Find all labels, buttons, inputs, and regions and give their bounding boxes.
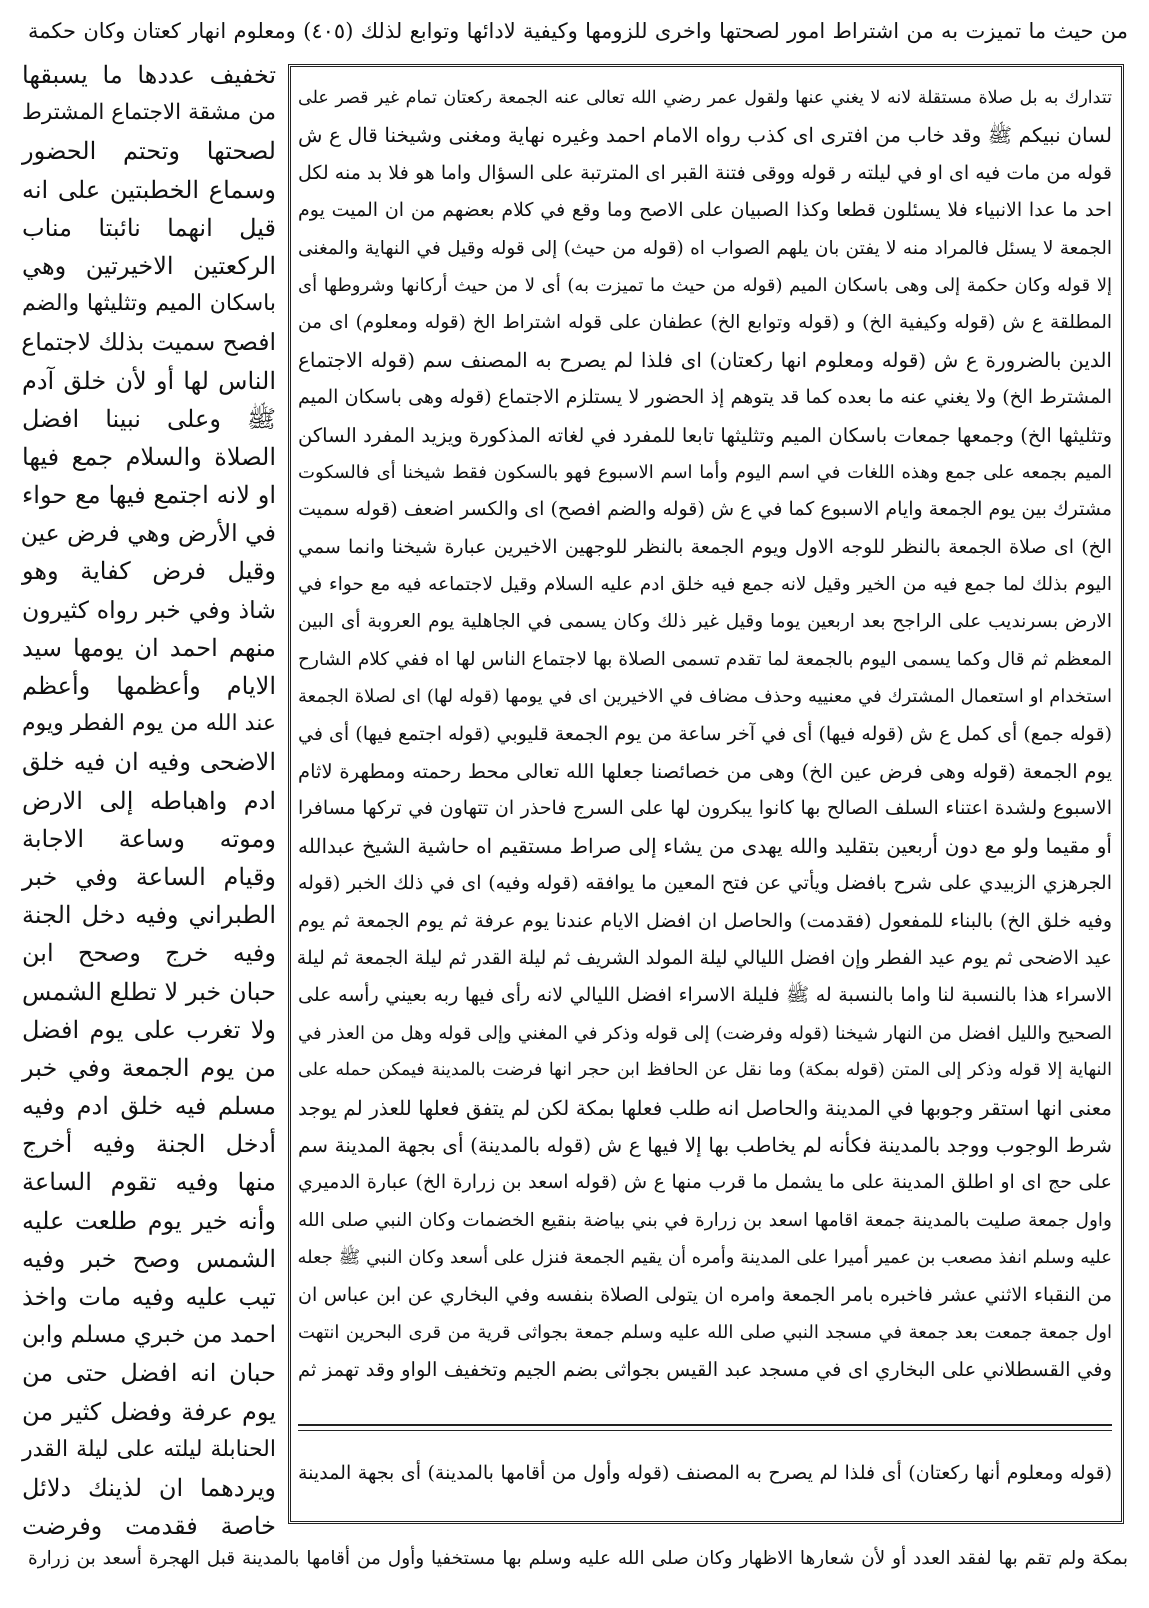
- side-text-line: وفيه خرج وصحح ابن: [22, 939, 276, 968]
- main-text-line: وتثليثها الخ) وجمعها جمعات باسكان الميم وتثليثها تابعا للمفرد في لغاته المذكورة ويزيد المفرد الساكن: [298, 423, 1112, 447]
- main-text-line: الخ) اى صلاة الجمعة بالنظر للوجه الاول ويوم الجمعة بالنظر للوجهين الاخيرين عبارة شيخنا وانما سمي: [298, 535, 1112, 558]
- main-text-line: وفيه خلق الخ) بالبناء للمفعول (فقدمت) والحاصل ان افضل الايام عندنا يوم عرفة ثم يوم الجمعة ثم يوم: [298, 909, 1112, 932]
- main-text-line: الدين بالضرورة ع ش (قوله ومعلوم انها ركعتان) اى فلذا لم يصرح به المصنف سم (قوله الاجتماع: [298, 347, 1112, 372]
- side-text-line: ادم واهباطه إلى الارض: [22, 786, 276, 815]
- main-text-line: اول جمعة جمعت بعد جمعة في مسجد النبي صلى الله عليه وسلم جمعة بجواثى قرية من قرى البحرين انتهت: [298, 1321, 1112, 1343]
- footnote-divider-thin: [298, 1430, 1112, 1431]
- side-text-line: لصحتها وتحتم الحضور: [22, 137, 276, 166]
- side-text-line: وأنه خير يوم طلعت عليه: [22, 1206, 276, 1235]
- side-text-line: خاصة فقدمت وفرضت: [22, 1512, 276, 1541]
- main-text-line: عيد الاضحى ثم يوم عيد الفطر وإن افضل الليالي ليلة المولد الشريف ثم ليلة القدر ثم ليلة الجمعة ثم ليلة: [296, 946, 1112, 969]
- main-text-line: اليوم بذلك لما جمع فيه من الخير وقيل لانه جمع فيه خلق ادم عليه السلام وقيل لاجتماعه فيه مع حواء في: [298, 574, 1112, 596]
- side-text-line: افصح سميت بذلك لاجتماع: [21, 328, 276, 357]
- main-text-line: الميم بجمعه على جمع وهذه اللغات في اسم اليوم وأما اسم الاسبوع فهو بالسكون فقط شيخنا أى فالسكوت: [298, 461, 1112, 483]
- main-text-line: من النقباء الاثني عشر فاخبره بامر الجمعة وامره ان يتولى الصلاة بنفسه وفي البخاري عن ابن عباس ان: [298, 1283, 1112, 1306]
- main-text-line: المشترط الخ) ولا يغني عنه ما بعده كما قد يتوهم إذ الحضور لا يستلزم الاجتماع (قوله وهى باسكان الميم: [298, 386, 1112, 409]
- main-text-line: احد ما عدا الانبياء فلا يسئلون قطعا وكذا الصبيان على الاصح وما وقع في كلام بعضهم من ان الميت يوم: [298, 199, 1112, 222]
- side-commentary: [20, 56, 276, 1541]
- side-text-line: تيب عليه وفيه مات واخذ: [22, 1283, 276, 1311]
- main-text-line: الصحيح والليل افضل من النهار شيخنا (قوله وفرضت) إلى قوله وذكر في المغني وإلى قوله وهل من العذر في: [298, 1022, 1112, 1044]
- side-text-line: ﷺ وعلى نبينا افضل: [22, 404, 276, 433]
- main-text-line: الارض بسرنديب على الراجح بعد اربعين يوما وقيل غير ذلك وكان يسمى في الجاهلية يوم العروبة أى البين: [298, 611, 1112, 633]
- main-text-line: معنى انها استقر وجوبها في المدينة والحاصل انه طلب فعلها بمكة لكن لم يتفق فعلها للعذر لم يوجد: [298, 1095, 1112, 1120]
- main-text-line: واول جمعة صليت بالمدينة جمعة اقامها اسعد بن زرارة في بني بياضة بنقيع الخضمات وكان النبي صلى الله: [298, 1209, 1112, 1231]
- main-text-line: قوله من مات فيه اى او في ليلته ر قوله ووقى فتنة القبر اى المترتبة على السؤال واما هو فلا بد منه لكل: [298, 161, 1112, 184]
- side-text-line: الصلاة والسلام جمع فيها: [22, 442, 276, 471]
- side-text-line: شاذ وفي خبر رواه كثيرون: [22, 595, 276, 624]
- side-text-line: الحنابلة ليلته على ليلة القدر: [22, 1436, 276, 1462]
- main-text-line: الجرهزي الزبيدي على شرح بافضل ويأتي عن فتح المعين ما يوافقه (قوله وفيه) اى في ذلك الخبر (قوله: [298, 872, 1112, 895]
- side-text-line: حبان خبر لا تطلع الشمس: [22, 977, 276, 1006]
- side-text-line: الاضحى وفيه ان فيه خلق: [22, 748, 276, 777]
- side-text-line: وموته وساعة الاجابة: [22, 824, 276, 853]
- footnote-divider: [298, 1424, 1112, 1426]
- side-text-line: عند الله من يوم الفطر ويوم: [22, 711, 276, 737]
- side-text-line: وسماع الخطبتين على انه: [22, 175, 276, 204]
- main-text-line: وفي القسطلاني على البخاري اى في مسجد عبد القيس بجواثى بضم الجيم وتخفيف الواو وقد تهمز ثم: [298, 1358, 1112, 1382]
- side-text-line: او لانه اجتمع فيها مع حواء: [22, 481, 276, 510]
- side-text-line: منها وفيه تقوم الساعة: [22, 1168, 276, 1197]
- main-text-line: استخدام او استعمال المشترك في معنييه وحذف مضاف في الاخيرين اى في يومها (قوله لها) اى لصلاة الجمعة: [298, 686, 1112, 708]
- page-header: من حيث ما تميزت به من اشتراط امور لصحتها واخرى للزومها وكيفية لادائها وتوابع لذلك (٤٠٥) ومعلوم انهار كعتان وكان حكمة: [28, 19, 1129, 43]
- main-text-line: يوم الجمعة (قوله وهى فرض عين الخ) وهى من خصائصنا جعلها الله تعالى محط رحمته ومطهرة لاثام: [298, 760, 1112, 784]
- side-text-line: باسكان الميم وتثليثها والضم: [22, 291, 276, 317]
- main-text-line: الاسراء هذا بالنسبة لنا واما بالنسبة له ﷺ فليلة الاسراء افضل الليالي لانه رأى فيها ربه بعيني رأسه على: [298, 984, 1112, 1007]
- main-text-line: لسان نبيكم ﷺ وقد خاب من افترى اى كذب رواه الامام احمد وغيره نهاية ومغنى وشيخنا قال ع ش: [298, 123, 1112, 148]
- main-text-line: على حج اى او اطلق المدينة على ما يشمل ما قرب منها ع ش (قوله اسعد بن زرارة الخ) عبارة الدميري: [298, 1171, 1112, 1194]
- side-text-line: الناس لها أو لأن خلق آدم: [22, 366, 276, 395]
- boxed-footnote: (قوله ومعلوم أنها ركعتان) أى فلذا لم يصرح به المصنف (قوله وأول من أقامها بالمدينة) أى بجهة المدينة: [298, 1462, 1112, 1484]
- bottom-text-line: بمكة ولم تقم بها لفقد العدد أو لأن شعارها الاظهار وكان صلى الله عليه وسلم بها مستخفيا وأول من أقامها بالمدينة قبل الهجرة أسعد بن زرارة: [28, 1548, 1128, 1569]
- side-text-line: احمد من خبري مسلم وابن: [21, 1322, 276, 1349]
- main-commentary: [298, 80, 1112, 1410]
- main-text-line: تتدارك به بل صلاة مستقلة لانه لا يغني عنها ولقول عمر رضي الله تعالى عنه الجمعة ركعتان تمام غير قصر على: [298, 88, 1112, 108]
- side-text-line: يوم عرفة وفضل كثير من: [22, 1397, 276, 1426]
- main-text-line: المطلقة ع ش (قوله وكيفية الخ) و (قوله وتوابع الخ) عطفان على قوله اشتراط الخ (قوله ومعلوم) اى من: [298, 312, 1112, 334]
- main-text-line: إلا قوله وكان حكمة إلى وهى باسكان الميم (قوله من حيث ما تميزت به) أى لا من حيث أركانها وشروطها أى: [298, 274, 1112, 296]
- side-text-line: الركعتين الاخيرتين وهي: [22, 251, 276, 280]
- side-text-line: الشمس وصح خبر وفيه: [22, 1244, 276, 1273]
- main-text-line: مشترك بين يوم الجمعة وايام الاسبوع كما في ع ش (قوله والضم افصح) اى والكسر اضعف (قوله سميت: [298, 498, 1112, 521]
- side-text-line: من يوم الجمعة وفي خبر: [22, 1053, 276, 1082]
- main-text-line: النهاية إلا قوله وذكر إلى المتن (قوله بمكة) وما نقل عن الحافظ ابن حجر انها فرضت بالمدينة فيمكن حمله على: [298, 1060, 1112, 1081]
- main-text-line: المعظم ثم قال وكما يسمى اليوم بالجمعة لما تقدم تسمى الصلاة بها لاجتماع الناس لها اه ففي كلام الشارح: [298, 648, 1112, 670]
- side-text-line: تخفيف عددها ما يسبقها: [22, 61, 276, 89]
- main-text-line: عليه وسلم انفذ مصعب بن عمير أميرا على المدينة وأمره أن يقيم الجمعة فنزل على أسعد وكان النبي ﷺ جعله: [297, 1247, 1112, 1269]
- side-text-line: وقيام الساعة وفي خبر: [22, 862, 276, 891]
- main-text-line: (قوله جمع) أى كمل ع ش (قوله فيها) أى في آخر ساعة من يوم الجمعة قليوبي (قوله اجتمع فيها) أى في: [298, 722, 1112, 745]
- side-text-line: مسلم فيه خلق ادم وفيه: [22, 1092, 276, 1121]
- side-text-line: من مشقة الاجتماع المشترط: [22, 100, 276, 126]
- side-text-line: منهم احمد ان يومها سيد: [22, 633, 276, 662]
- side-text-line: حبان انه افضل حتى من: [22, 1359, 276, 1388]
- main-text-line: شرط الوجوب ووجد بالمدينة فكأنه لم يخاطب بها إلا فيها ع ش (قوله بالمدينة) أى بجهة المدينة سم: [298, 1132, 1112, 1157]
- side-text-line: ويردهما ان لذينك دلائل: [22, 1473, 276, 1502]
- main-text-line: الاسبوع ولشدة اعتناء السلف الصالح بها كانوا يبكرون لها على السرج فاحذر ان تتهاون في تركها مسافرا: [298, 797, 1112, 820]
- side-text-line: أدخل الجنة وفيه أخرج: [22, 1130, 276, 1159]
- side-text-line: قيل انهما نائبتا مناب: [22, 213, 276, 242]
- side-text-line: الطبراني وفيه دخل الجنة: [22, 901, 276, 930]
- main-text-line: أو مقيما ولو مع دون أربعين بتقليد والله يهدى من يشاء إلى صراط مستقيم اه حاشية الشيخ عبدالله: [298, 833, 1112, 858]
- side-text-line: وقيل فرض كفاية وهو: [22, 557, 276, 586]
- side-text-line: الايام وأعظمها وأعظم: [22, 672, 276, 700]
- side-text-line: في الأرض وهي فرض عين: [20, 519, 276, 548]
- main-text-line: الجمعة لا يسئل فالمراد منه لا يفتن بان يلهم الصواب اه (قوله من حيث) إلى قوله وقيل في النهاية والمغنى: [298, 237, 1112, 259]
- side-text-line: ولا تغرب على يوم افضل: [22, 1015, 276, 1044]
